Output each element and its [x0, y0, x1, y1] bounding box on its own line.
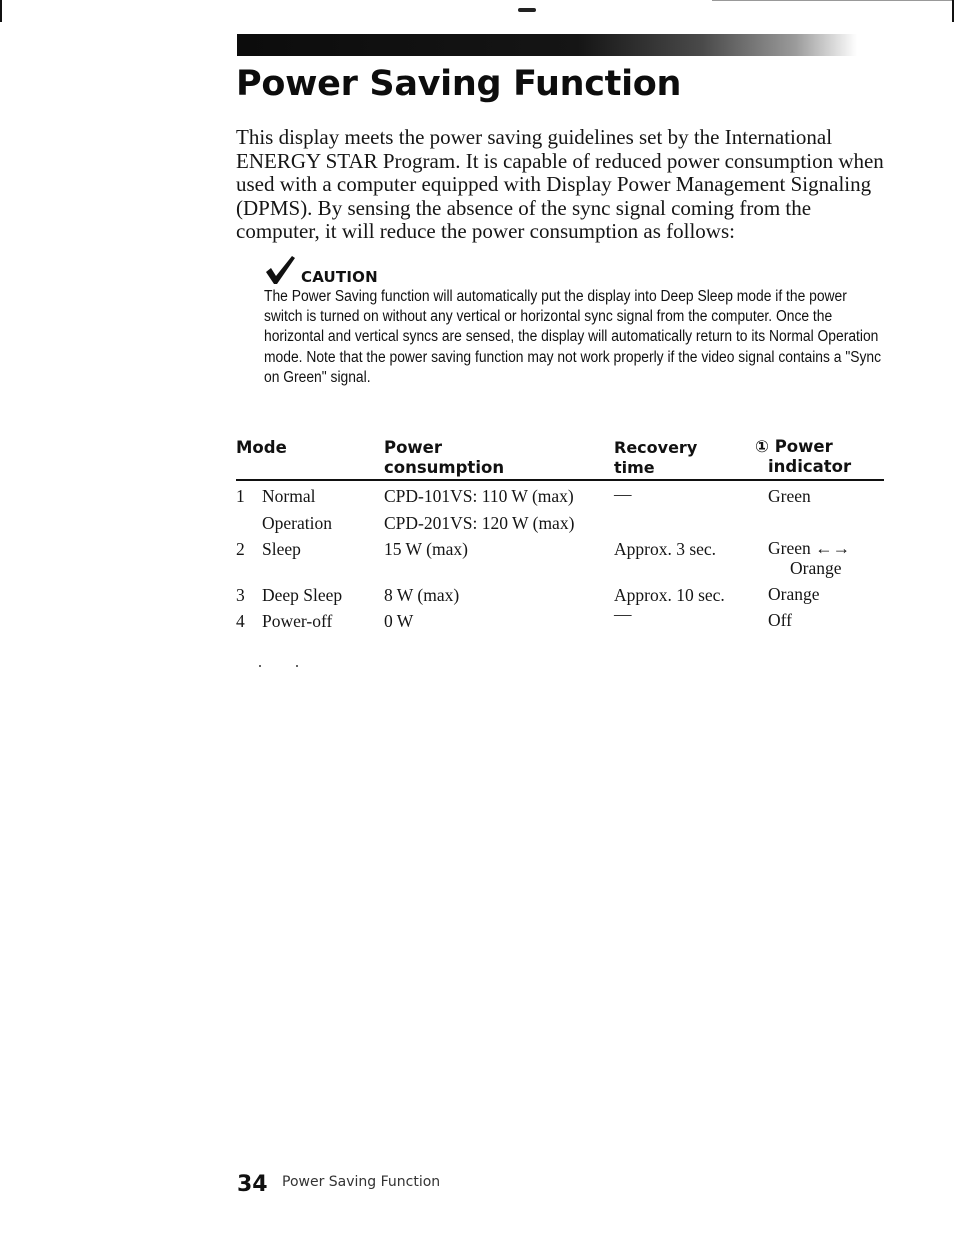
row-number: 1: [236, 486, 245, 506]
row-mode: Normal: [262, 486, 316, 506]
checkmark-icon: [264, 254, 296, 286]
row-number: 4: [236, 611, 245, 631]
column-header-mode: [236, 438, 287, 458]
section-header-bar: [237, 34, 857, 56]
row-mode-continued: Operation: [262, 513, 332, 533]
row-mode: Power-off: [262, 611, 333, 631]
page-number: 34: [237, 1172, 268, 1197]
scan-tick-mark: [518, 8, 536, 12]
table-header-rule: [236, 479, 884, 481]
header-mode-text: Mode: [236, 438, 287, 457]
row-power: CPD-201VS: 120 W (max): [384, 513, 575, 533]
row-power: CPD-101VS: 110 W (max): [384, 486, 574, 506]
column-header-indicator: [755, 437, 851, 477]
caution-text: The Power Saving function will automatically put the display into Deep Sleep mode if the power switch is turned on without any vertical or horizontal sync signal from the computer. Once the horizontal and vertical syncs are sensed, the display will automatically return to its Normal Operation mode. Note that the power saving function may not work properly if the video signal contains a "Sync on Green" signal.: [264, 288, 882, 386]
column-header-recovery: [614, 438, 697, 478]
row-indicator-continued: Orange: [790, 558, 842, 578]
scan-speck: [259, 665, 261, 667]
row-number: 3: [236, 585, 245, 605]
header-recovery-line2: time: [614, 458, 655, 477]
row-recovery: Approx. 10 sec.: [614, 585, 725, 605]
row-indicator: Green: [768, 486, 811, 506]
row-power: 0 W: [384, 611, 414, 631]
row-recovery: —: [614, 484, 632, 504]
intro-paragraph: This display meets the power saving guidelines set by the International ENERGY STAR Program. It is capable of reduced power consumption when used with a computer equipped with Display Power Management Signaling (DPMS). By sensing the absence of the sync signal coming from the computer, it will reduce the power consumption as follows:: [236, 125, 884, 244]
row-number: 2: [236, 539, 245, 559]
header-power-line2: consumption: [384, 458, 505, 477]
row-mode: Deep Sleep: [262, 585, 343, 605]
footer-section-title: Power Saving Function: [282, 1174, 441, 1190]
row-indicator: Off: [768, 610, 792, 630]
header-indicator-line1: ① Power: [755, 437, 833, 456]
row-power: 8 W (max): [384, 585, 460, 605]
row-power: 15 W (max): [384, 539, 468, 559]
header-indicator-line2: indicator: [768, 457, 852, 476]
row-indicator: Green ←→: [768, 538, 851, 558]
row-recovery: —: [614, 604, 632, 624]
row-mode: Sleep: [262, 539, 301, 559]
scan-edge-line: [712, 0, 952, 1]
caution-label: CAUTION: [301, 268, 378, 286]
row-indicator: Orange: [768, 584, 820, 604]
header-power-line1: Power: [384, 438, 442, 457]
column-header-power: [384, 438, 504, 478]
page-title: Power Saving Function: [236, 64, 682, 104]
scan-edge-mark: [0, 0, 2, 22]
header-recovery-line1: Recovery: [614, 438, 698, 457]
scan-speck: [296, 665, 298, 667]
row-recovery: Approx. 3 sec.: [614, 539, 717, 559]
